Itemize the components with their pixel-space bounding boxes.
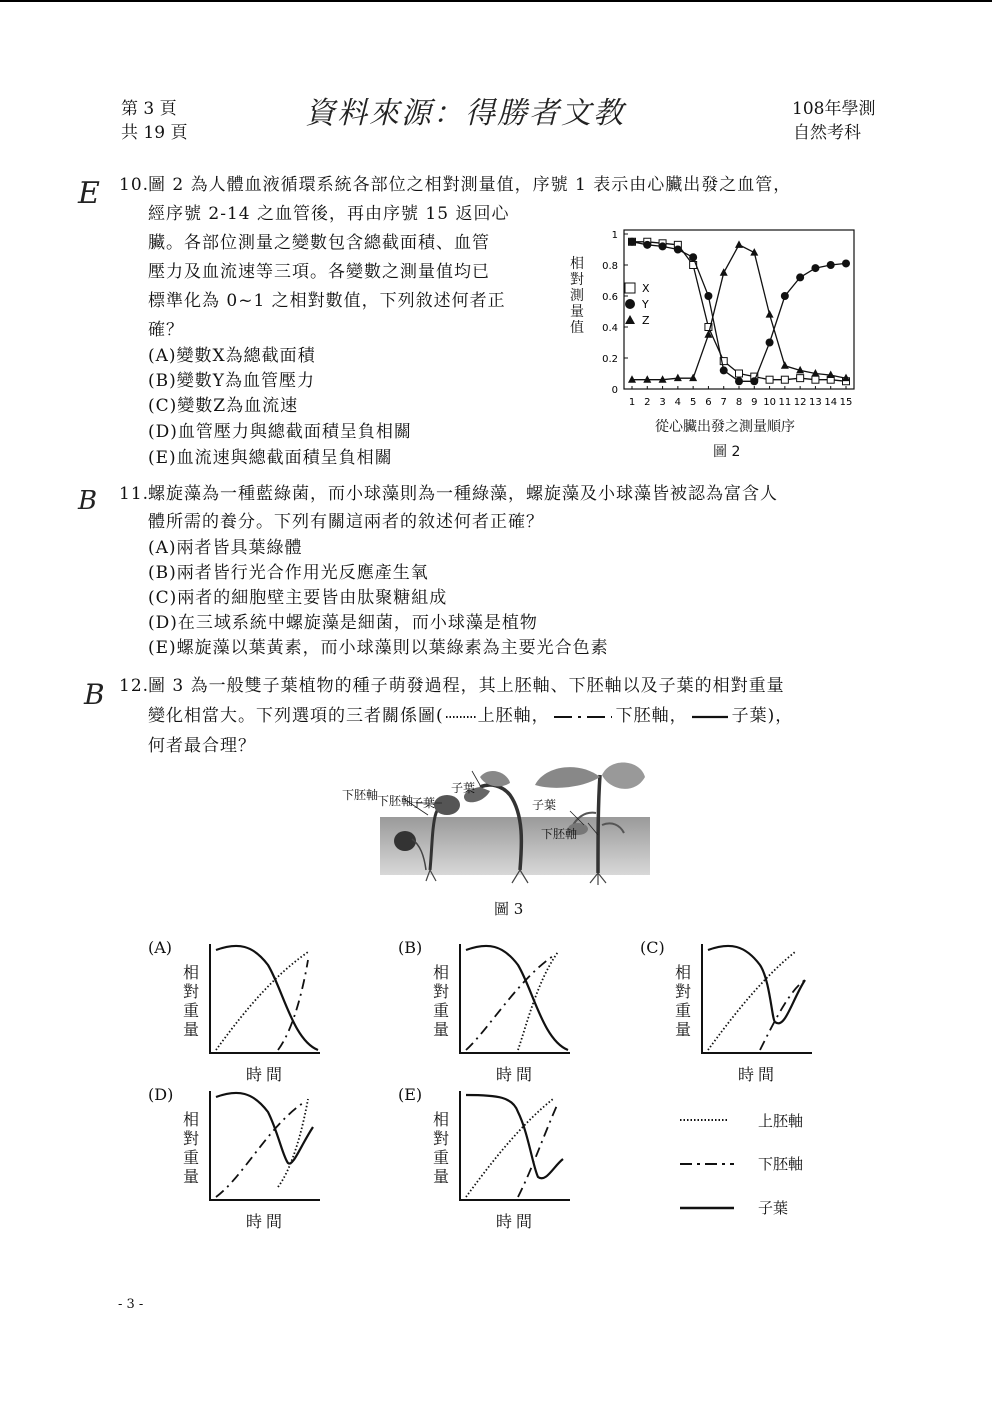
y-tick-label: 0.4: [602, 323, 618, 334]
point-Z: [781, 361, 789, 369]
legend-marker-Z: [625, 315, 635, 324]
dotted-line-sample: [444, 712, 478, 722]
point-Y: [720, 366, 728, 374]
x-tick-label: 2: [644, 397, 651, 408]
q11-option-d: (D)在三域系統中螺旋藻是細菌，而小球藻是植物: [148, 613, 538, 633]
hypocotyl-curve: [278, 960, 308, 1050]
x-tick-label: 8: [735, 397, 743, 408]
point-Y: [689, 253, 697, 261]
page-total: 共 19 頁: [121, 123, 188, 143]
point-Z: [643, 375, 651, 383]
q12-line2-text-c: 下胚軸，: [615, 706, 688, 726]
option-b-xlabel: 時間: [496, 1065, 537, 1084]
q10-option-c: (C)變數Z為血流速: [148, 396, 299, 416]
x-tick-label: 13: [809, 397, 822, 408]
point-X: [766, 376, 773, 383]
legend-label-Y: Y: [642, 298, 649, 311]
x-tick-label: 6: [705, 397, 712, 408]
point-X: [812, 376, 819, 383]
x-tick-label: 11: [778, 397, 792, 408]
exam-title: 108年學測: [792, 99, 876, 119]
handwritten-answer-q11: B: [78, 486, 98, 516]
q10-stem-line1: 圖 2 為人體血液循環系統各部位之相對測量值，序號 1 表示由心臟出發之血管，: [148, 175, 792, 195]
legend-label-X: X: [642, 282, 650, 295]
legend-cotyledon-label: 子葉: [758, 1199, 789, 1217]
option-e-ylabel: 相對重量: [433, 1110, 450, 1186]
point-Y: [628, 238, 636, 246]
q10-stem-line6: 確？: [148, 320, 184, 340]
legend-marker-Y: [625, 299, 635, 309]
fig3-label-cotyledon-2: 子葉: [411, 796, 436, 810]
point-Y: [674, 246, 682, 254]
page-number: 第 3 頁: [121, 99, 177, 119]
q12-number: 12.: [119, 676, 150, 696]
option-b-chart: [458, 940, 578, 1060]
point-Y: [643, 241, 651, 249]
handwritten-answer-q12: B: [84, 678, 105, 711]
plot-frame: [624, 230, 854, 389]
x-tick-label: 10: [763, 397, 776, 408]
q12-line2-text-a: 變化相當大。下列選項的三者關係圖(: [148, 706, 444, 726]
legend-hypocotyl-label: 下胚軸: [758, 1155, 804, 1173]
q10-option-a: (A)變數X為總截面積: [148, 346, 316, 366]
handwritten-source-note: 資料來源：得勝者文教: [305, 96, 625, 131]
point-Y: [781, 292, 789, 300]
fig2-caption: 圖 2: [713, 444, 741, 460]
cotyledon-curve: [708, 946, 805, 1023]
option-a-label: (A): [148, 938, 173, 957]
q11-option-a: (A)兩者皆具葉綠體: [148, 538, 303, 558]
y-tick-label: 0.2: [602, 354, 618, 365]
option-e-label: (E): [398, 1085, 423, 1104]
x-tick-label: 15: [839, 397, 853, 408]
hypocotyl-curve: [216, 1103, 303, 1197]
q11-stem-line2: 體所需的養分。下列有關這兩者的敘述何者正確？: [148, 512, 544, 532]
option-b-label: (B): [398, 938, 423, 957]
q12-line2-text-b: 上胚軸，: [477, 706, 550, 726]
seed-shape: [394, 831, 416, 851]
cotyledon-curve: [466, 1095, 563, 1178]
legend-epicotyl-label: 上胚軸: [758, 1112, 804, 1130]
option-c-label: (C): [640, 938, 665, 957]
point-Y: [796, 273, 804, 281]
option-c-chart: [700, 940, 820, 1060]
y-tick-label: 0.6: [602, 292, 618, 303]
point-Y: [735, 377, 743, 385]
x-tick-label: 9: [751, 397, 758, 408]
subject-title: 自然考科: [793, 123, 861, 143]
solid-line-sample: [688, 712, 732, 722]
fig3-label-hypocotyl-1: 下胚軸: [377, 794, 414, 808]
x-tick-label: 3: [659, 397, 666, 408]
q12-stem-line2: [148, 703, 793, 730]
top-rule: [0, 0, 992, 2]
option-d-ylabel: 相對重量: [183, 1110, 200, 1186]
fig3-label-hypocotyl-3: 下胚軸: [541, 827, 578, 841]
q11-option-b: (B)兩者皆行光合作用光反應產生氧: [148, 563, 429, 583]
q12-stem-line1: 圖 3 為一般雙子葉植物的種子萌發過程，其上胚軸、下胚軸以及子葉的相對重量: [148, 676, 785, 696]
q11-stem-line1: 螺旋藻為一種藍綠菌，而小球藻則為一種綠藻，螺旋藻及小球藻皆被認為富含人: [148, 484, 778, 504]
option-c-xlabel: 時間: [738, 1065, 779, 1084]
y-tick-label: 1: [611, 230, 618, 241]
point-X: [736, 370, 743, 377]
q11-option-e: (E)螺旋藻以葉黃素，而小球藻則以葉綠素為主要光合色素: [148, 638, 609, 658]
option-c-ylabel: 相對重量: [675, 963, 692, 1039]
q10-stem-line3: 臟。各部位測量之變數包含總截面積、血管: [148, 233, 490, 253]
fig3-label-cotyledon-top: 子葉: [451, 781, 476, 795]
x-tick-label: 4: [674, 397, 682, 408]
series-line-Y: [632, 242, 846, 381]
page-footer: - 3 -: [118, 1297, 144, 1312]
q10-stem-line4: 壓力及血流速等三項。各變數之測量值均已: [148, 262, 490, 282]
q10-option-b: (B)變數Y為血管壓力: [148, 371, 315, 391]
point-Y: [750, 377, 758, 385]
q12-line2-text-d: 子葉)，: [731, 706, 794, 726]
option-d-xlabel: 時間: [246, 1212, 287, 1231]
cotyledon-curve: [216, 946, 318, 1050]
q10-option-e: (E)血流速與總截面積呈負相關: [148, 448, 393, 468]
legend-label-Z: Z: [642, 314, 650, 327]
point-Z: [674, 374, 682, 382]
fig3-label-cotyledon-3: 子葉: [532, 798, 557, 812]
point-Z: [720, 268, 728, 276]
point-X: [781, 376, 788, 383]
point-Y: [704, 292, 712, 300]
epicotyl-curve: [708, 952, 795, 1050]
q10-stem-line5: 標準化為 0~1 之相對數值，下列敘述何者正: [148, 291, 506, 311]
fig3-label-hypocotyl-2: 下胚軸: [342, 788, 379, 802]
point-Z: [628, 375, 636, 383]
point-Z: [766, 310, 774, 318]
option-d-chart: [208, 1087, 328, 1207]
dashdot-line-sample: [550, 712, 616, 722]
option-e-xlabel: 時間: [496, 1212, 537, 1231]
point-Y: [659, 242, 667, 250]
series-line-X: [632, 242, 846, 381]
point-Y: [842, 259, 850, 267]
q10-stem-line2: 經序號 2-14 之血管後，再由序號 15 返回心: [148, 204, 510, 224]
point-X: [797, 375, 804, 382]
x-tick-label: 5: [689, 397, 697, 408]
q11-number: 11.: [119, 484, 150, 504]
point-Y: [811, 264, 819, 272]
point-Y: [827, 261, 835, 269]
point-Z: [735, 240, 743, 248]
hypocotyl-curve: [466, 956, 553, 1050]
x-tick-label: 14: [824, 397, 838, 408]
x-tick-label: 7: [720, 397, 727, 408]
fig2-plot-area: [602, 230, 854, 408]
q12-legend-lines: [678, 1110, 738, 1220]
handwritten-answer-q10: E: [78, 176, 100, 211]
x-tick-label: 12: [793, 397, 807, 408]
x-tick-label: 1: [628, 397, 636, 408]
option-a-chart: [208, 940, 328, 1060]
fig2-ylabel: 相對測量值: [570, 256, 584, 336]
q10-number: 10.: [119, 175, 150, 195]
fig3-caption: 圖 3: [494, 900, 524, 918]
point-Z: [689, 374, 697, 382]
y-tick-label: 0: [611, 385, 618, 396]
cotyledon-curve: [216, 1093, 313, 1164]
figure-3-germination-illustration: [340, 755, 660, 885]
option-e-chart: [458, 1087, 578, 1207]
q12-stem-line3: 何者最合理？: [148, 736, 256, 756]
option-b-ylabel: 相對重量: [433, 963, 450, 1039]
option-a-xlabel: 時間: [246, 1065, 287, 1084]
seedling-stage4: [598, 775, 600, 873]
epicotyl-curve: [216, 952, 308, 1050]
fig2-xlabel: 從心臟出發之測量順序: [655, 419, 795, 435]
legend-marker-X: [625, 283, 635, 293]
soil-band: [380, 817, 650, 875]
hypocotyl-curve: [518, 1103, 558, 1197]
y-tick-label: 0.8: [602, 261, 618, 272]
q10-option-d: (D)血管壓力與總截面積呈負相關: [148, 422, 412, 442]
option-d-label: (D): [148, 1085, 174, 1104]
option-a-ylabel: 相對重量: [183, 963, 200, 1039]
q11-option-c: (C)兩者的細胞壁主要皆由肽聚糖組成: [148, 588, 448, 608]
point-Y: [766, 339, 774, 347]
